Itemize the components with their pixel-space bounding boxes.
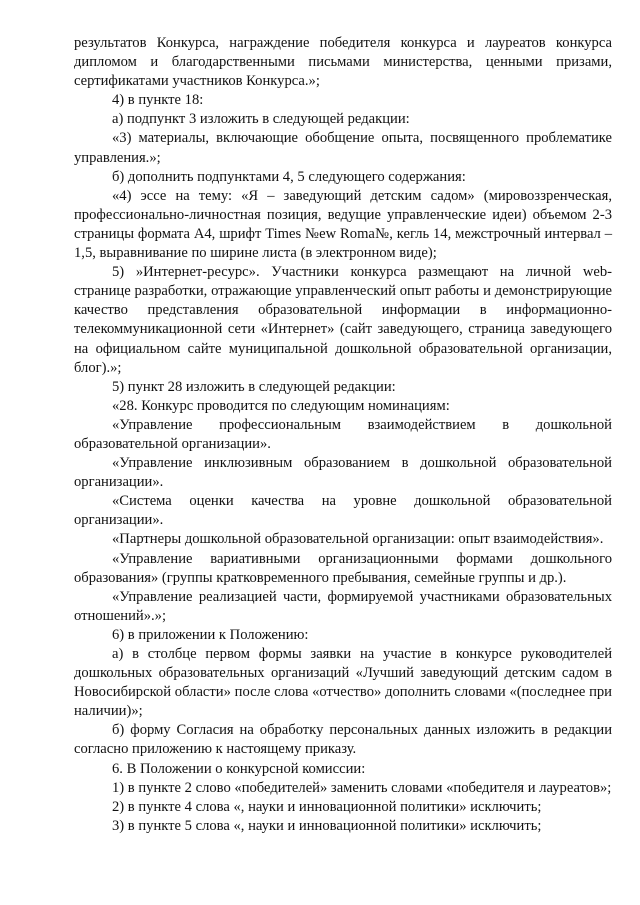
paragraph-nomination-1: «Управление профессиональным взаимодействием в дошкольной образовательной организации». [74, 416, 612, 452]
document-page [74, 34, 612, 836]
paragraph-commission-1: 1) в пункте 2 слово «победителей» заменить словами «победителя и лауреатов»; [112, 779, 612, 796]
paragraph-essay: «4) эссе на тему: «Я – заведующий детским садом» (мировоззренческая, профессионально-личностная позиция, ведущие управленческие идеи) объемом 2-3 страницы формата А4, шрифт Times №ew Roma№, кегль 14, межстрочный интервал – 1,5, выравнивание по ширине листа (в электронном виде); [74, 187, 612, 262]
paragraph-subitem-b: б) дополнить подпунктами 4, 5 следующего содержания: [112, 168, 466, 185]
paragraph-nominations-intro: «28. Конкурс проводится по следующим номинациям: [112, 397, 450, 414]
paragraph-commission-3: 3) в пункте 5 слова «, науки и инновационной политики» исключить; [112, 817, 542, 834]
paragraph-item-28-edit: 5) пункт 28 изложить в следующей редакции: [112, 378, 396, 395]
paragraph-subitem-a: а) подпункт 3 изложить в следующей редакции: [112, 111, 410, 128]
paragraph-materials: «3) материалы, включающие обобщение опыта, посвященного проблематике управления.»; [74, 130, 612, 166]
paragraph-nomination-3: «Система оценки качества на уровне дошкольной образовательной организации». [74, 493, 612, 529]
paragraph-nomination-2: «Управление инклюзивным образованием в дошкольной образовательной организации». [74, 455, 612, 491]
paragraph-awards-continuation: результатов Конкурса, награждение победителя конкурса и лауреатов конкурса дипломом и благодарственными письмами министерства, ценными призами, сертификатами участников Конкурса.»; [74, 35, 612, 90]
paragraph-nomination-6: «Управление реализацией части, формируемой участниками образовательных отношений».»; [74, 588, 612, 624]
paragraph-commission-heading: 6. В Положении о конкурсной комиссии: [112, 760, 366, 777]
paragraph-item-4: 4) в пункте 18: [112, 92, 204, 109]
paragraph-nomination-4: «Партнеры дошкольной образовательной организации: опыт взаимодействия». [112, 531, 604, 548]
paragraph-internet-resource: 5) »Интернет-ресурс». Участники конкурса размещают на личной web-странице разработки, отражающие управленческий опыт работы и демонстрирующие качество представления образовательной информации в информационно-телекоммуникационной сети «Интернет» (сайт заведующего, страница заведующего на официальном сайте муниципальной дошкольной образовательной организации, блог).»; [74, 264, 612, 376]
paragraph-item-6-appendix: 6) в приложении к Положению: [112, 626, 309, 643]
paragraph-appendix-b: б) форму Согласия на обработку персональных данных изложить в редакции согласно приложению к настоящему приказу. [74, 722, 612, 758]
paragraph-nomination-5: «Управление вариативными организационными формами дошкольного образования» (группы кратковременного пребывания, семейные группы и др.). [74, 550, 612, 586]
paragraph-commission-2: 2) в пункте 4 слова «, науки и инновационной политики» исключить; [112, 798, 542, 815]
paragraph-appendix-a: а) в столбце первом формы заявки на участие в конкурсе руководителей дошкольных образовательных организаций «Лучший заведующий детским садом в Новосибирской области» после слова «отчество» дополнить словами «(последнее при наличии)»; [74, 646, 612, 720]
